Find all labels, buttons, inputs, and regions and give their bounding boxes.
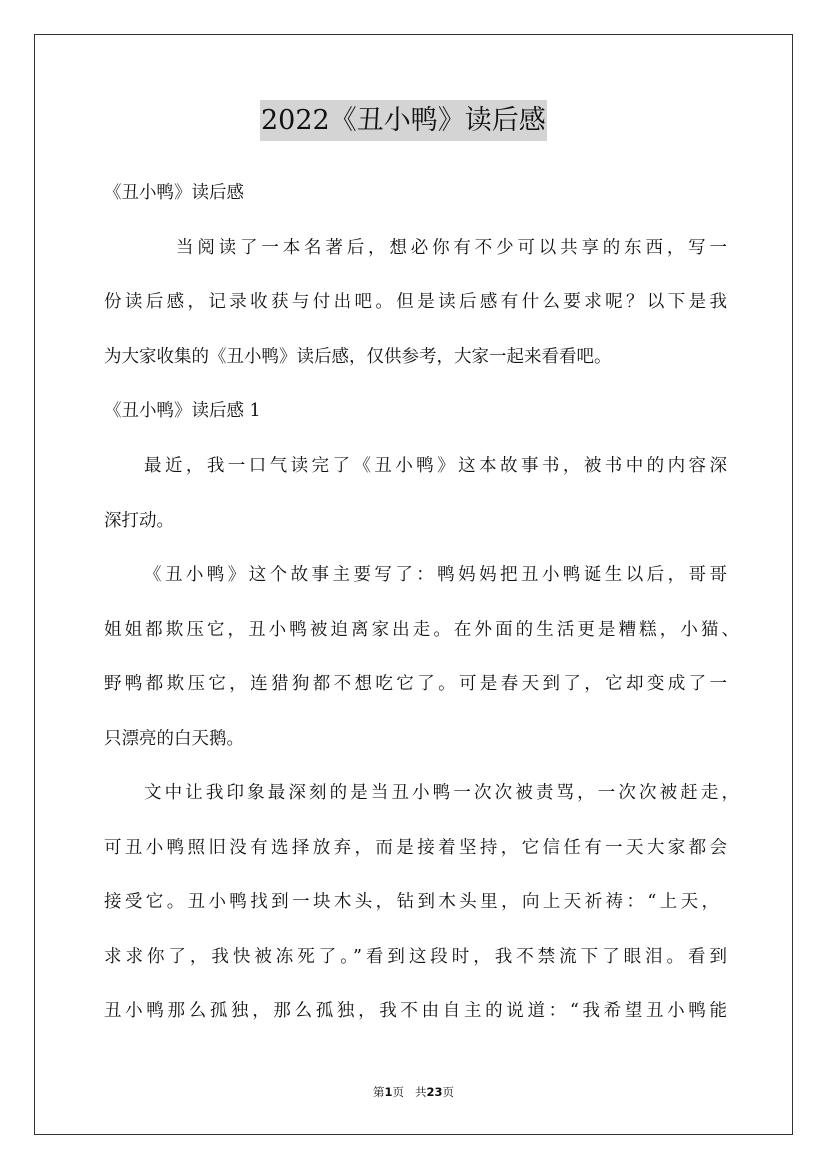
text-line: 只漂亮的白天鹅。	[104, 729, 244, 749]
text-line: 求求你了，我快被冻死了。”看到这段时，我不禁流下了眼泪。看到	[104, 947, 727, 967]
text-line: 可丑小鸭照旧没有选择放弃，而是接着坚持，它信任有一天大家都会	[104, 838, 727, 858]
page-footer	[0, 1084, 827, 1100]
total-suffix: 页	[442, 1085, 454, 1099]
page-prefix: 第	[373, 1085, 385, 1099]
subtitle-line: 《丑小鸭》读后感	[104, 183, 244, 203]
text-line: 文中让我印象最深刻的是当丑小鸭一次次被责骂，一次次被赶走，	[144, 783, 739, 803]
text-line: 当阅读了一本名著后，想必你有不少可以共享的东西，写一	[176, 238, 727, 258]
text-line: 为大家收集的《丑小鸭》读后感，仅供参考，大家一起来看看吧。	[104, 347, 612, 367]
text-line: 野鸭都欺压它，连猎狗都不想吃它了。可是春天到了，它却变成了一	[104, 674, 727, 694]
text-line: 份读后感，记录收获与付出吧。但是读后感有什么要求呢？以下是我	[104, 292, 727, 312]
total-prefix: 共	[414, 1085, 427, 1099]
text-line: 《丑小鸭》这个故事主要写了：鸭妈妈把丑小鸭诞生以后，哥哥	[144, 565, 727, 585]
text-line: 深打动。	[104, 511, 174, 531]
text-line: 姐姐都欺压它，丑小鸭被迫离家出走。在外面的生活更是糟糕，小猫、	[104, 620, 739, 640]
text-line: 最近，我一口气读完了《丑小鸭》这本故事书，被书中的内容深	[144, 456, 727, 476]
text-line: 接受它。丑小鸭找到一块木头，钻到木头里，向上天祈祷：“上天，	[104, 892, 719, 912]
section-heading: 《丑小鸭》读后感 1	[104, 401, 261, 421]
total-pages: 23	[426, 1085, 443, 1099]
document-title: 2022《丑小鸭》读后感	[260, 100, 547, 141]
page-suffix: 页	[392, 1085, 405, 1099]
page-number: 1	[384, 1085, 393, 1099]
text-line: 丑小鸭那么孤独，那么孤独，我不由自主的说道：“我希望丑小鸭能	[104, 1001, 727, 1021]
